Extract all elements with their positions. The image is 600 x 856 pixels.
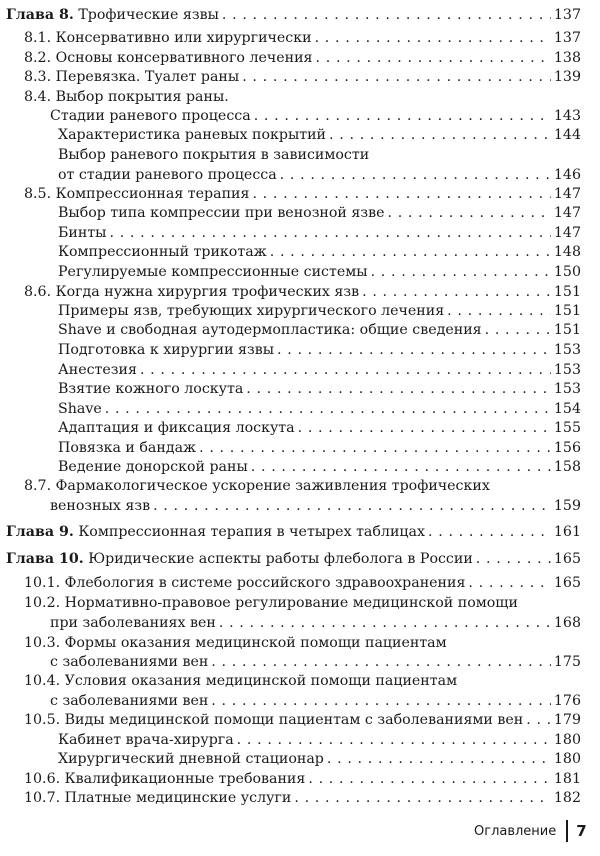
toc-title: Примеры язв, требующих хирургического лечения bbox=[58, 303, 445, 319]
toc-row bbox=[24, 88, 581, 107]
toc-title: при заболеваниях вен bbox=[50, 615, 216, 631]
toc-page: 159 bbox=[553, 498, 581, 514]
toc-row bbox=[58, 341, 581, 360]
toc-page: 138 bbox=[553, 50, 581, 66]
toc-row bbox=[58, 166, 581, 185]
toc-row bbox=[24, 68, 581, 87]
toc-row bbox=[24, 477, 581, 496]
toc-row bbox=[50, 497, 581, 516]
dot-leader bbox=[270, 243, 551, 262]
toc-row bbox=[58, 302, 581, 321]
toc-page: 175 bbox=[553, 654, 581, 670]
toc-row bbox=[50, 653, 581, 672]
toc-page: 151 bbox=[553, 322, 581, 338]
toc-page: 139 bbox=[553, 69, 581, 85]
toc-row bbox=[58, 439, 581, 458]
dot-leader bbox=[246, 380, 551, 399]
toc-page: 148 bbox=[553, 244, 581, 260]
dot-leader bbox=[251, 458, 551, 477]
toc-title: 10.4. Условия оказания медицинской помощи пациентам bbox=[24, 673, 458, 689]
toc-title: с заболеваниями вен bbox=[50, 693, 209, 709]
toc-title: 8.2. Основы консервативного лечения bbox=[24, 50, 313, 66]
toc-title: Ведение донорской раны bbox=[58, 459, 248, 475]
toc-title: Выбор типа компрессии при венозной язве bbox=[58, 205, 385, 221]
toc-page: 151 bbox=[553, 284, 581, 300]
dot-leader bbox=[153, 497, 551, 516]
toc-row bbox=[24, 672, 581, 691]
toc-title: венозных язв bbox=[50, 498, 151, 514]
toc-page: 144 bbox=[553, 127, 581, 143]
toc-page: 182 bbox=[553, 790, 581, 806]
toc-page: 147 bbox=[553, 186, 581, 202]
toc-title: 8.6. Когда нужна хирургия трофических язв bbox=[24, 284, 360, 300]
toc-row bbox=[24, 283, 581, 302]
toc-page: 146 bbox=[553, 167, 581, 183]
dot-leader bbox=[242, 68, 551, 87]
page-number: 7 bbox=[576, 822, 587, 840]
toc-title: Бинты bbox=[58, 225, 107, 241]
dot-leader bbox=[316, 49, 551, 68]
dot-leader bbox=[485, 321, 551, 340]
toc-page: 176 bbox=[553, 693, 581, 709]
page-footer bbox=[474, 820, 587, 842]
toc-page: 143 bbox=[553, 108, 581, 124]
toc-row bbox=[58, 380, 581, 399]
toc-title: 10.7. Платные медицинские услуги bbox=[24, 790, 292, 806]
toc-title: 10.1. Флебология в системе российского здравоохранения bbox=[24, 575, 466, 591]
toc-row bbox=[50, 692, 581, 711]
toc-page: 147 bbox=[553, 205, 581, 221]
toc-row bbox=[58, 419, 581, 438]
toc-page: 181 bbox=[553, 771, 581, 787]
toc-title: Хирургический дневной стационар bbox=[58, 751, 324, 767]
toc-row bbox=[58, 361, 581, 380]
toc-row bbox=[58, 263, 581, 282]
toc-row bbox=[24, 634, 581, 653]
toc-row bbox=[58, 400, 581, 419]
toc-title: Глава 8. Трофические язвы bbox=[6, 7, 219, 23]
toc-row bbox=[24, 29, 581, 48]
toc-row bbox=[58, 750, 581, 769]
toc-page: 153 bbox=[553, 362, 581, 378]
toc-page: 150 bbox=[553, 264, 581, 280]
toc-page: 180 bbox=[553, 732, 581, 748]
dot-leader bbox=[476, 550, 551, 569]
dot-leader bbox=[280, 166, 551, 185]
toc-title: Повязка и бандаж bbox=[58, 440, 197, 456]
dot-leader bbox=[315, 29, 551, 48]
toc-title: от стадии раневого процесса bbox=[58, 167, 277, 183]
toc-title: Shave и свободная аутодермопластика: общие сведения bbox=[58, 322, 482, 338]
dot-leader bbox=[362, 283, 551, 302]
toc-title: 8.4. Выбор покрытия раны. bbox=[24, 89, 229, 105]
toc-page: 137 bbox=[553, 30, 581, 46]
dot-leader bbox=[294, 789, 551, 808]
dot-leader bbox=[219, 614, 551, 633]
toc-page: 147 bbox=[553, 225, 581, 241]
dot-leader bbox=[211, 692, 551, 711]
toc-row bbox=[6, 523, 581, 542]
dot-leader bbox=[447, 302, 551, 321]
toc-row bbox=[58, 321, 581, 340]
dot-leader bbox=[222, 6, 551, 25]
toc-page: 151 bbox=[553, 303, 581, 319]
footer-divider bbox=[566, 820, 568, 842]
toc-title: Адаптация и фиксация лоскута bbox=[58, 420, 295, 436]
toc-page: 179 bbox=[553, 712, 581, 728]
toc-title: Подготовка к хирургии язвы bbox=[58, 342, 275, 358]
dot-leader bbox=[199, 439, 551, 458]
toc-row bbox=[58, 458, 581, 477]
dot-leader bbox=[327, 750, 551, 769]
toc-row bbox=[6, 6, 581, 25]
toc-title: Глава 9. Компрессионная терапия в четырех таблицах bbox=[6, 524, 425, 540]
toc-title: Взятие кожного лоскута bbox=[58, 381, 244, 397]
toc-row bbox=[58, 731, 581, 750]
toc-row bbox=[6, 550, 581, 569]
dot-leader bbox=[105, 400, 551, 419]
toc-title: 8.5. Компрессионная терапия bbox=[24, 186, 250, 202]
toc-row bbox=[24, 770, 581, 789]
dot-leader bbox=[254, 107, 551, 126]
toc-title: Регулируемые компрессионные системы bbox=[58, 264, 368, 280]
toc-page: 161 bbox=[553, 524, 581, 540]
toc-row bbox=[24, 574, 581, 593]
toc-title: Компрессионный трикотаж bbox=[58, 244, 267, 260]
toc-row bbox=[58, 204, 581, 223]
toc-title: 10.3. Формы оказания медицинской помощи пациентам bbox=[24, 635, 447, 651]
toc-row bbox=[58, 224, 581, 243]
toc-title: Анестезия bbox=[58, 362, 137, 378]
toc-page: 155 bbox=[553, 420, 581, 436]
toc-row bbox=[58, 126, 581, 145]
toc-page: 180 bbox=[553, 751, 581, 767]
toc-title: 10.2. Нормативно-правовое регулирование медицинской помощи bbox=[24, 595, 518, 611]
dot-leader bbox=[140, 361, 551, 380]
dot-leader bbox=[277, 341, 551, 360]
toc-row bbox=[24, 49, 581, 68]
toc-title: 8.3. Перевязка. Туалет раны bbox=[24, 69, 240, 85]
dot-leader bbox=[298, 419, 551, 438]
toc-title: Характеристика раневых покрытий bbox=[58, 127, 327, 143]
dot-leader bbox=[387, 204, 550, 223]
toc-row bbox=[58, 243, 581, 262]
toc-title: 8.1. Консервативно или хирургически bbox=[24, 30, 312, 46]
toc-row bbox=[50, 614, 581, 633]
dot-leader bbox=[109, 224, 550, 243]
toc-page: 153 bbox=[553, 381, 581, 397]
toc-page: 154 bbox=[553, 401, 581, 417]
dot-leader bbox=[329, 126, 551, 145]
running-footer-title: Оглавление bbox=[474, 823, 557, 839]
dot-leader bbox=[252, 185, 550, 204]
dot-leader bbox=[308, 770, 551, 789]
toc-title: 10.6. Квалификационные требования bbox=[24, 771, 306, 787]
dot-leader bbox=[371, 263, 551, 282]
toc-row bbox=[24, 711, 581, 730]
toc-row bbox=[24, 594, 581, 613]
toc-title: Shave bbox=[58, 401, 102, 417]
toc-title: Глава 10. Юридические аспекты работы флеболога в России bbox=[6, 551, 473, 567]
dot-leader bbox=[428, 523, 551, 542]
dot-leader bbox=[526, 711, 551, 730]
toc-row bbox=[50, 107, 581, 126]
dot-leader bbox=[211, 653, 551, 672]
toc-page: 165 bbox=[553, 551, 581, 567]
dot-leader bbox=[237, 731, 551, 750]
toc-page: 137 bbox=[553, 7, 581, 23]
toc-page: 168 bbox=[553, 615, 581, 631]
toc-title: 10.5. Виды медицинской помощи пациентам с заболеваниями вен bbox=[24, 712, 524, 728]
toc-title: Стадии раневого процесса bbox=[50, 108, 251, 124]
toc-row bbox=[24, 789, 581, 808]
toc-row bbox=[58, 146, 581, 165]
toc-page: 165 bbox=[553, 575, 581, 591]
toc-title: Выбор раневого покрытия в зависимости bbox=[58, 147, 370, 163]
toc-page: 158 bbox=[553, 459, 581, 475]
toc-row bbox=[24, 185, 581, 204]
toc-page: 156 bbox=[553, 440, 581, 456]
toc-title: Кабинет врача-хирурга bbox=[58, 732, 234, 748]
toc-title: с заболеваниями вен bbox=[50, 654, 209, 670]
dot-leader bbox=[468, 574, 550, 593]
toc-title: 8.7. Фармакологическое ускорение заживления трофических bbox=[24, 478, 490, 494]
toc-page: 153 bbox=[553, 342, 581, 358]
